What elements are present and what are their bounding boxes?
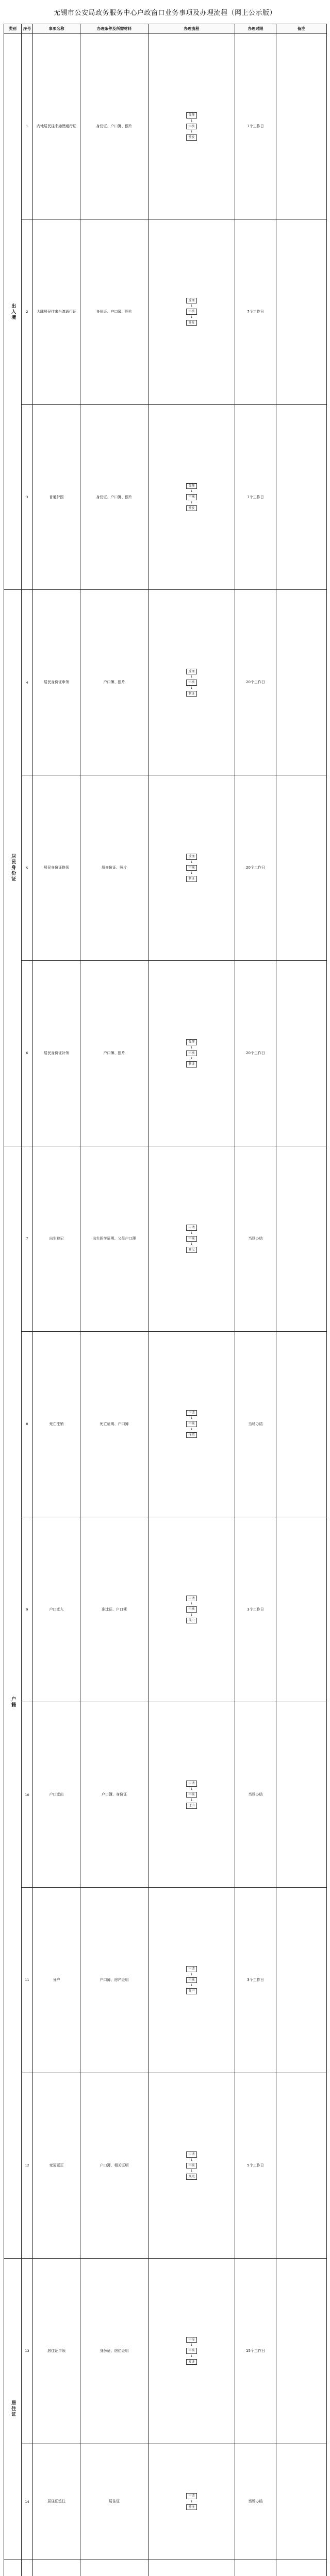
row-time: 20个工作日 [235,775,276,961]
arrow-down-icon: ↓ [190,1613,193,1617]
arrow-down-icon: ↓ [190,1972,193,1976]
flow-step: 申请 [186,2151,196,2158]
row-time: 当场办结 [235,1331,276,1517]
row-time: 7个工作日 [235,219,276,404]
row-remark [276,1702,327,1888]
arrow-down-icon: ↓ [190,2343,193,2347]
row-num: 7 [22,1146,33,1331]
row-flow [148,961,235,1146]
arrow-down-icon: ↓ [190,1984,193,1988]
row-materials: 身份证、居住证明 [80,2258,148,2444]
table-row [4,961,327,1146]
row-remark [276,590,327,775]
row-remark [276,961,327,1146]
table-row [4,219,327,404]
flow-step: 签注 [186,2504,196,2511]
row-remark [276,34,327,219]
flow-step: 制证 [186,1061,196,1067]
flow-step: 受理 [186,298,196,304]
header-materials: 办理条件及所需材料 [80,24,148,34]
row-remark [276,2444,327,2560]
header-flow: 办理流程 [148,24,235,34]
flow-step: 登记 [186,1247,196,1253]
flow-step: 审核 [186,1236,196,1242]
row-remark [276,1331,327,1517]
row-remark [276,1517,327,1702]
flow-step: 申请 [186,1225,196,1231]
row-flow [148,1146,235,1331]
flow-chart [150,1781,234,1809]
arrow-down-icon: ↓ [190,1602,193,1606]
row-num: 9 [22,1517,33,1702]
row-remark [276,1146,327,1331]
row-category: 居住证 [4,2258,22,2560]
arrow-down-icon: ↓ [190,1787,193,1791]
row-item: 居民身份证换领 [33,775,80,961]
row-item: 居民身份证补领 [33,961,80,1146]
row-category: 出入境 [4,34,22,590]
row-materials: 户口簿、照片 [80,590,148,775]
table-row [4,1517,327,1702]
flow-step: 发证 [186,2359,196,2365]
row-num: 13 [22,2258,33,2444]
row-materials: 死亡证明、户口簿 [80,1331,148,1517]
arrow-down-icon: ↓ [190,871,193,875]
row-flow [148,1331,235,1517]
flow-step: 受理 [186,483,196,489]
flow-step: 审核 [186,2163,196,2169]
table-row [4,2444,327,2560]
row-item: 居住证申领 [33,2258,80,2444]
header-remark: 备注 [276,24,327,34]
row-materials: 户口簿、相关证明 [80,2073,148,2258]
row-remark [276,219,327,404]
flow-step: 审核 [186,2348,196,2354]
flow-chart [150,112,234,141]
row-num [22,2560,33,2576]
flow-step: 受理 [186,112,196,118]
row-time: 7个工作日 [235,34,276,219]
arrow-down-icon: ↓ [190,1057,193,1061]
row-item: 出生登记 [33,1146,80,1331]
flow-step: 迁出 [186,1803,196,1809]
row-time: 7个工作日 [235,404,276,590]
row-time: 20个工作日 [235,961,276,1146]
row-flow [148,219,235,404]
row-item: 死亡注销 [33,1331,80,1517]
row-category: 居民身份证 [4,590,22,1146]
arrow-down-icon: ↓ [190,130,193,134]
row-materials: 户口簿、照片 [80,961,148,1146]
row-item: 内地居民往来港澳通行证 [33,34,80,219]
row-item [33,2560,80,2576]
flow-chart [150,2151,234,2180]
flow-step: 审核 [186,1792,196,1798]
arrow-down-icon: ↓ [190,675,193,679]
arrow-down-icon: ↓ [190,1427,193,1431]
row-flow [148,34,235,219]
flow-step: 受理 [186,854,196,860]
flow-step: 制证 [186,691,196,697]
table-row [4,34,327,219]
flow-step: 受理 [186,669,196,675]
arrow-down-icon: ↓ [190,118,193,123]
flow-step: 申请 [186,1781,196,1787]
row-remark [276,404,327,590]
table-row [4,2258,327,2444]
row-flow [148,2073,235,2258]
flow-step: 审核 [186,865,196,871]
flow-step: 受理 [186,1039,196,1045]
flow-chart [150,2493,234,2510]
row-time: 15个工作日 [235,2258,276,2444]
flow-step: 审核 [186,1050,196,1057]
row-remark [276,2560,327,2576]
row-materials [80,2560,148,2576]
table-body [4,34,327,2576]
row-flow [148,2560,235,2576]
row-flow [148,775,235,961]
row-flow [148,2444,235,2560]
arrow-down-icon: ↓ [190,2169,193,2173]
row-num: 8 [22,1331,33,1517]
row-flow [148,404,235,590]
arrow-down-icon: ↓ [190,2158,193,2162]
flow-step: 申请 [186,1596,196,1602]
row-num: 12 [22,2073,33,2258]
service-table [4,24,327,2576]
flow-step: 审核 [186,680,196,686]
arrow-down-icon: ↓ [190,686,193,690]
flow-step: 落户 [186,1618,196,1624]
arrow-down-icon: ↓ [190,2499,193,2503]
row-time: 3个工作日 [235,1517,276,1702]
header-item: 事项名称 [33,24,80,34]
header-num: 序号 [22,24,33,34]
row-num: 1 [22,34,33,219]
flow-step: 申请 [186,1966,196,1972]
row-category: 户籍 [4,1146,22,2258]
row-num: 14 [22,2444,33,2560]
flow-chart [150,669,234,697]
row-category [4,2560,22,2576]
flow-step: 审核 [186,309,196,315]
flow-step: 申报 [186,2337,196,2343]
row-remark [276,775,327,961]
flow-step: 签发 [186,505,196,512]
row-flow [148,590,235,775]
row-flow [148,2258,235,2444]
row-num: 4 [22,590,33,775]
flow-step: 审核 [186,494,196,500]
row-remark [276,2258,327,2444]
row-materials: 身份证、户口簿、照片 [80,404,148,590]
row-flow [148,1517,235,1702]
row-materials: 准迁证、户口簿 [80,1517,148,1702]
table-header-row [4,24,327,34]
flow-chart [150,2337,234,2365]
row-num: 6 [22,961,33,1146]
flow-chart [150,1039,234,1067]
row-item: 变更更正 [33,2073,80,2258]
table-row [4,590,327,775]
flow-chart [150,483,234,512]
row-time [235,2560,276,2576]
flow-step: 签发 [186,134,196,141]
flow-step: 签发 [186,320,196,326]
page-title: 无锡市公安局政务服务中心户政窗口业务事项及办理流程（网上公示版） [53,9,276,17]
row-num: 5 [22,775,33,961]
flow-chart [150,298,234,326]
flow-step: 审核 [186,1606,196,1613]
header-time: 办理时限 [235,24,276,34]
row-time: 20个工作日 [235,590,276,775]
flow-chart [150,1596,234,1624]
row-materials: 出生医学证明、父母户口簿 [80,1146,148,1331]
row-num: 10 [22,1702,33,1888]
arrow-down-icon: ↓ [190,1231,193,1235]
arrow-down-icon: ↓ [190,315,193,319]
arrow-down-icon: ↓ [190,2354,193,2358]
table-row [4,1331,327,1517]
row-item: 大陆居民往来台湾通行证 [33,219,80,404]
row-time: 当场办结 [235,1146,276,1331]
table-row [4,1146,327,1331]
flow-step: 审核 [186,1977,196,1984]
flow-chart [150,1966,234,1994]
flow-chart [150,854,234,882]
row-item: 居民身份证申领 [33,590,80,775]
arrow-down-icon: ↓ [190,1798,193,1802]
row-item: 分户 [33,1888,80,2073]
table-row [4,775,327,961]
table-row [4,2073,327,2258]
flow-step: 分户 [186,1988,196,1994]
row-item: 居住证签注 [33,2444,80,2560]
arrow-down-icon: ↓ [190,304,193,308]
row-materials: 身份证、户口簿、照片 [80,219,148,404]
arrow-down-icon: ↓ [190,1416,193,1420]
arrow-down-icon: ↓ [190,489,193,494]
row-materials: 原身份证、照片 [80,775,148,961]
row-materials: 居住证 [80,2444,148,2560]
row-remark [276,2073,327,2258]
table-row [4,2560,327,2576]
row-time: 5个工作日 [235,2073,276,2258]
row-materials: 身份证、户口簿、照片 [80,34,148,219]
flow-step: 制证 [186,876,196,882]
flow-step: 申请 [186,1410,196,1416]
row-item: 户口迁出 [33,1702,80,1888]
arrow-down-icon: ↓ [190,860,193,864]
row-num: 2 [22,219,33,404]
flow-step: 注销 [186,1432,196,1438]
table-row [4,404,327,590]
row-item: 普通护照 [33,404,80,590]
arrow-down-icon: ↓ [190,1045,193,1049]
table-row [4,1888,327,2073]
row-flow [148,1888,235,2073]
table-row [4,1702,327,1888]
flow-step: 审核 [186,124,196,130]
flow-chart [150,1410,234,1438]
row-remark [276,1888,327,2073]
flow-step: 审核 [186,1421,196,1427]
header-category: 类别 [4,24,22,34]
row-item: 户口迁入 [33,1517,80,1702]
row-time: 当场办结 [235,1702,276,1888]
row-flow [148,1702,235,1888]
flow-step: 变更 [186,2174,196,2180]
row-num: 11 [22,1888,33,2073]
arrow-down-icon: ↓ [190,1242,193,1246]
row-materials: 户口簿、身份证 [80,1702,148,1888]
row-time: 当场办结 [235,2444,276,2560]
row-num: 3 [22,404,33,590]
row-time: 3个工作日 [235,1888,276,2073]
row-materials: 户口簿、房产证明 [80,1888,148,2073]
flow-chart [150,1225,234,1253]
flow-step: 申请 [186,2493,196,2499]
arrow-down-icon: ↓ [190,500,193,504]
